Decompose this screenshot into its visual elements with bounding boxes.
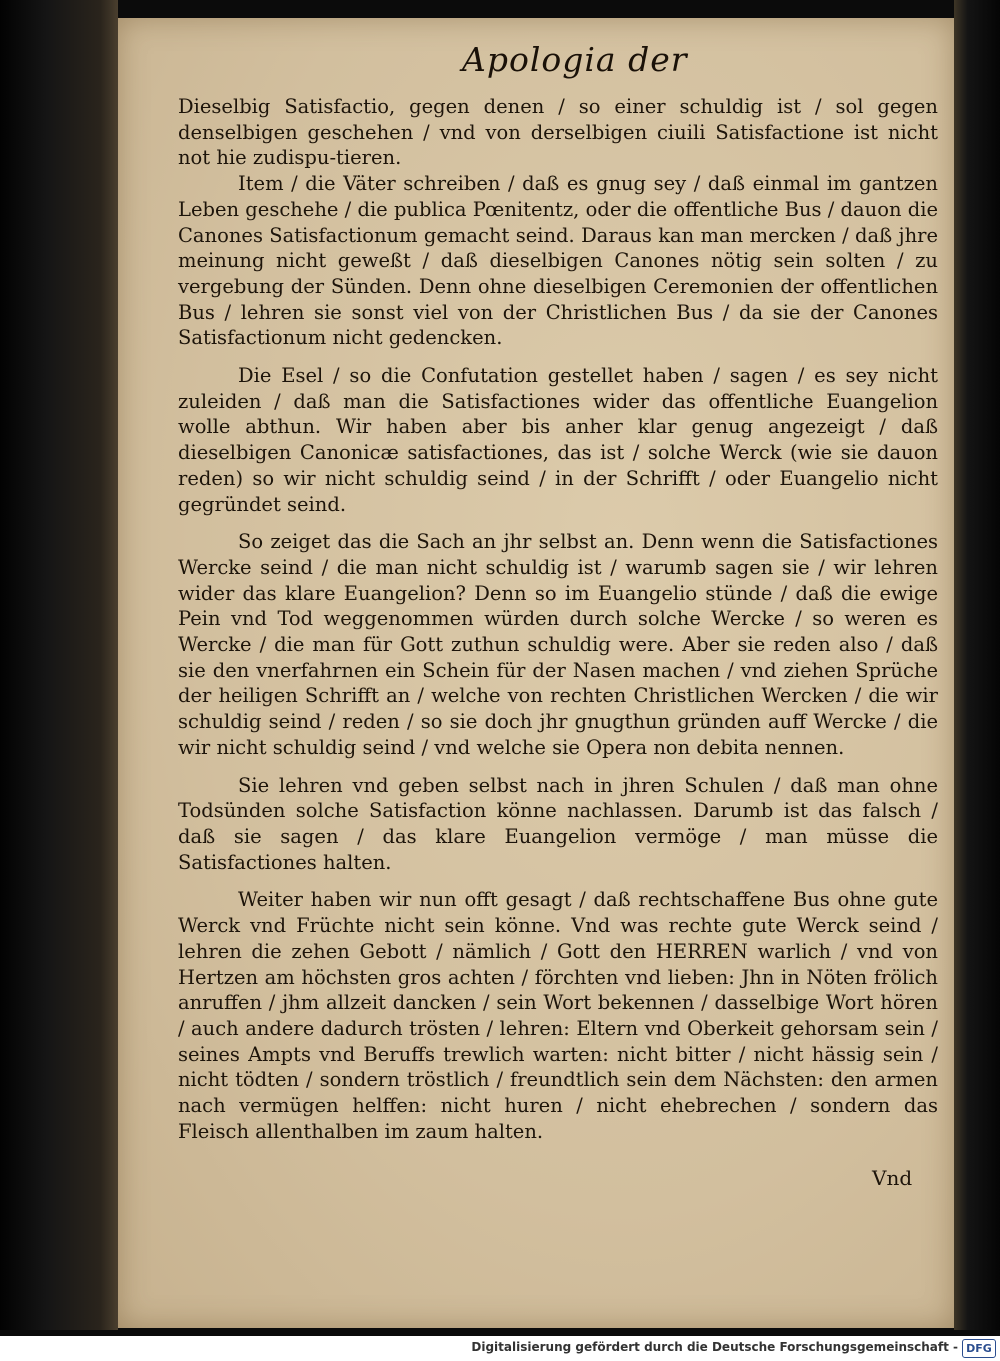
paragraph: Item / die Väter schreiben / daß es gnug sey / daß einmal im gantzen Leben geschehe / die publica Pœnitentz, oder die offentliche Bus / dauon die Canones Satisfactionum gemacht seind. Daraus kan man mercken / daß jhre meinung nicht geweßt / daß dieselbigen Canones nötig sein solten / zu vergebung der Sünden. Denn ohne dieselbigen Ceremonien der offentlichen Bus / lehren sie sonst viel von der Christlichen Bus / da sie der Canones Satisfactionum nicht gedencken. [178, 172, 938, 350]
dfg-logo: DFG [962, 1339, 996, 1358]
footer-bar [0, 1336, 1000, 1361]
running-title: Apologia der [462, 40, 688, 79]
catchword: Vnd [872, 1166, 913, 1190]
book-spine-shadow [0, 0, 118, 1330]
paragraph: Dieselbig Satisfactio, gegen denen / so einer schuldig ist / sol gegen denselbigen geschehen / vnd von derselbigen ciuili Satisfactione ist nicht not hie zudispu-tieren. [178, 95, 938, 170]
body-text [178, 94, 938, 1144]
paragraph: So zeiget das die Sach an jhr selbst an. Denn wenn die Satisfactiones Wercke seind / die man nicht schuldig ist / warumb sagen sie / wir lehren wider das klare Euangelion? Denn so im Euangelio stünde / daß die ewige Pein vnd Tod weggenommen würden durch solche Wercke / so weren es Wercke / die man für Gott zuthun schuldig were. Aber sie reden also / daß sie den vnerfahrnen ein Schein für der Nasen machen / vnd ziehen Sprüche der heiligen Schrifft an / welche von rechten Christlichen Wercken / die wir schuldig seind / reden / so sie doch jhr gnugthun gründen auff Wercke / die wir nicht schuldig seind / vnd welche sie Opera non debita nennen. [178, 530, 938, 759]
page-edge-shadow [954, 0, 1000, 1330]
paragraph: Die Esel / so die Confutation gestellet haben / sagen / es sey nicht zuleiden / daß man die Satisfactiones wider das offentliche Euangelion wolle abthun. Wir haben aber bis anher klar genug angezeigt / daß dieselbigen Canonicæ satisfactiones, das ist / solche Werck (wie sie dauon reden) so wir nicht schuldig seind / in der Schrifft / oder Euangelio nicht gegründet seind. [178, 364, 938, 516]
paragraph: Weiter haben wir nun offt gesagt / daß rechtschaffene Bus ohne gute Werck vnd Früchte nicht sein könne. Vnd was rechte gute Werck seind / lehren die zehen Gebott / nämlich / Gott den HERREN warlich / vnd von Hertzen am höchsten gros achten / förchten vnd lieben: Jhn in Nöten frölich anruffen / jhm allzeit dancken / sein Wort bekennen / dasselbige Wort hören / auch andere dadurch trösten / lehren: Eltern vnd Oberkeit gehorsam sein / seines Ampts vnd Beruffs trewlich warten: nicht bitter / nicht hässig sein / nicht tödten / sondern tröstlich / freundtlich sein dem Nächsten: den armen nach vermügen helffen: nicht huren / nicht ehebrechen / sondern das Fleisch allenthalben im zaum halten. [178, 888, 938, 1143]
paragraph: Sie lehren vnd geben selbst nach in jhren Schulen / daß man ohne Todsünden solche Satisfaction könne nachlassen. Darumb ist das falsch / daß sie sagen / das klare Euangelion vermöge / man müsse die Satisfactiones halten. [178, 773, 938, 874]
funding-credit: Digitalisierung gefördert durch die Deutsche Forschungsgemeinschaft - [471, 1340, 958, 1354]
